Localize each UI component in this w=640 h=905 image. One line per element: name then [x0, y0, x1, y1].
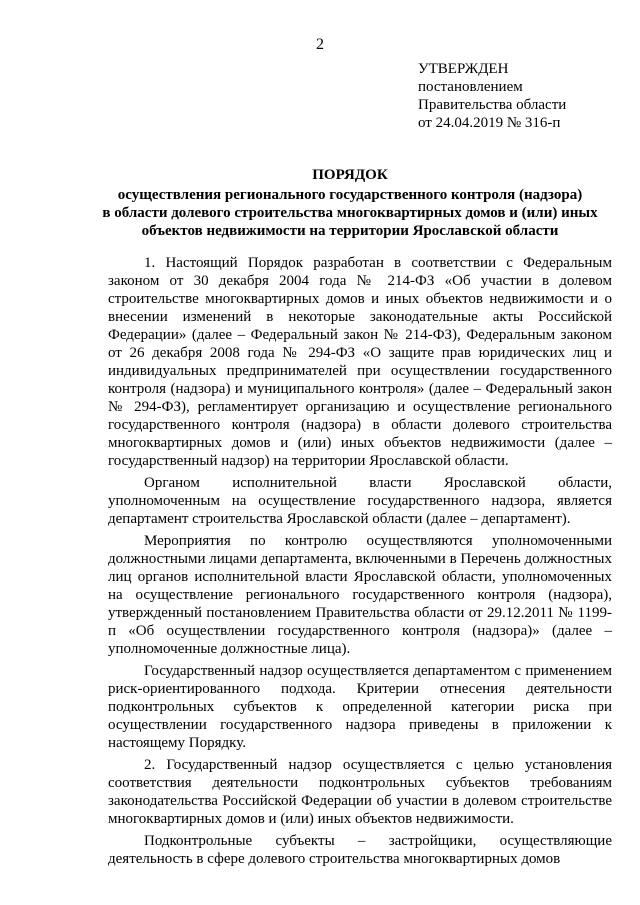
approval-stamp [418, 60, 566, 132]
paragraph: Органом исполнительной власти Ярославской области, уполномоченным на осуществление государственного надзора, является департамент строительства Ярославской области (далее – департамент). [108, 475, 612, 527]
title-main: ПОРЯДОК [312, 167, 388, 183]
paragraph: Подконтрольные субъекты – застройщики, осуществляющие деятельность в сфере долевого строительства многоквартирных домов [108, 833, 612, 867]
page-number: 2 [316, 36, 324, 53]
paragraph: 1. Настоящий Порядок разработан в соответствии с Федеральным законом от 30 декабря 2004 года № 214-ФЗ «Об участии в долевом строительстве многоквартирных домов и иных объектов недвижимости и о внесении изменений в некоторые законодательные акты Российской Федерации» (далее – Федеральный закон № 214-ФЗ), Федеральным законом от 26 декабря 2008 года № 294-ФЗ «О защите прав юридических лиц и индивидуальных предпринимателей при осуществлении государственного контроля (надзора) и муниципального контроля» (далее – Федеральный закон № 294-ФЗ), регламентирует организацию и осуществление регионального государственного контроля (надзора) в области долевого строительства многоквартирных домов и (или) иных объектов недвижимости (далее – государственный надзор) на территории Ярославской области. [108, 255, 612, 469]
title-line-3: объектов недвижимости на территории Ярославской области [141, 223, 559, 239]
document-title [96, 166, 604, 240]
paragraph: 2. Государственный надзор осуществляется с целью установления соответствия деятельности подконтрольных субъектов требованиям законодательства Российской Федерации об участии в долевом строительстве многоквартирных домов и (или) иных объектов недвижимости. [108, 757, 612, 827]
title-line-1: осуществления регионального государственного контроля (надзора) [117, 187, 583, 203]
approval-line-1: УТВЕРЖДЕН [418, 61, 509, 77]
approval-line-4: от 24.04.2019 № 316-п [418, 115, 561, 131]
approval-line-2: постановлением [418, 79, 523, 95]
document-body [108, 254, 612, 868]
approval-line-3: Правительства области [418, 97, 567, 113]
paragraph: Государственный надзор осуществляется департаментом с применением риск-ориентированного подхода. Критерии отнесения деятельности подконтрольных субъектов к определенной категории риска при осуществлении государственного надзора приведены в приложении к настоящему Порядку. [108, 663, 612, 751]
title-line-2: в области долевого строительства многоквартирных домов и (или) иных [102, 205, 598, 221]
paragraph: Мероприятия по контролю осуществляются уполномоченными должностными лицами департамента, включенными в Перечень должностных лиц органов исполнительной власти Ярославской области, уполномоченных на осуществление регионального государственного контроля (надзора), утвержденный постановлением Правительства области от 29.12.2011 № 1199-п «Об осуществлении государственного контроля (надзора)» (далее – уполномоченные должностные лица). [108, 533, 613, 657]
